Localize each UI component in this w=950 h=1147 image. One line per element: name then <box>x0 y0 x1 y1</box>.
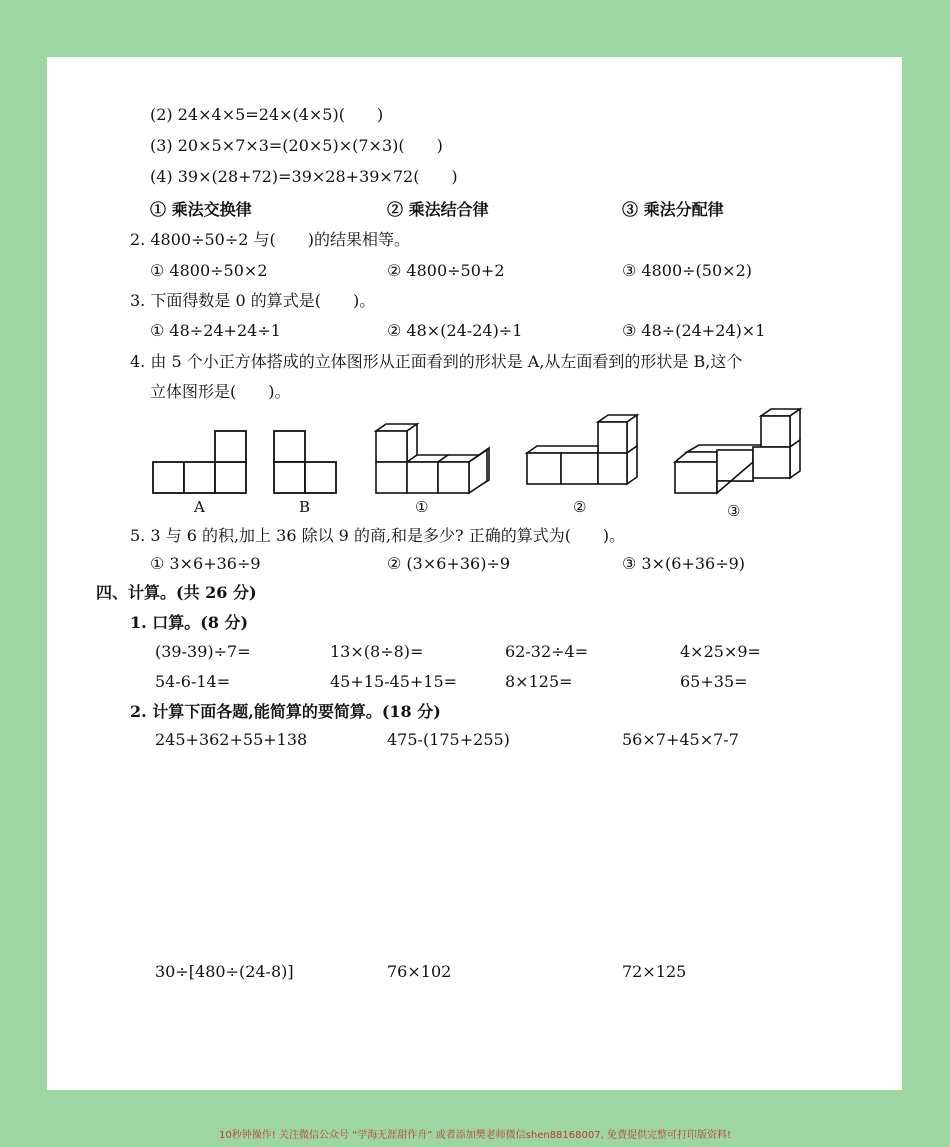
law-option-3: ③ 乘法分配律 <box>622 200 724 219</box>
question-2-stem: 2. 4800÷50÷2 与( )的结果相等。 <box>130 230 410 249</box>
figure-a-front-view <box>153 431 246 493</box>
question-2-option-1: ① 4800÷50×2 <box>150 261 268 280</box>
figure-label-2: ② <box>573 498 587 516</box>
oral-calc-item: 62-32÷4= <box>505 642 589 661</box>
written-calc-item: 30÷[480÷(24-8)] <box>155 962 294 981</box>
law-option-1: ① 乘法交换律 <box>150 200 252 219</box>
section-4-title: 四、计算。(共 26 分) <box>96 583 257 602</box>
figure-option-1-solid <box>376 424 489 493</box>
promo-footer-text: 10秒钟操作! 关注微信公众号 “学海无涯甜作舟” 或者添加樊老师微信shen88168007, 免费提供完整可打印版资料! <box>219 1130 731 1141</box>
oral-calc-item: 13×(8÷8)= <box>330 642 424 661</box>
question-5-option-1: ① 3×6+36÷9 <box>150 554 261 573</box>
written-calc-title: 2. 计算下面各题,能简算的要简算。(18 分) <box>130 702 441 721</box>
oral-calc-item: 4×25×9= <box>680 642 761 661</box>
figure-b-left-view <box>274 431 336 493</box>
figure-label-1: ① <box>415 498 429 516</box>
figure-option-2-solid <box>527 415 637 484</box>
question-2-option-2: ② 4800÷50+2 <box>387 261 505 280</box>
oral-calc-item: (39-39)÷7= <box>155 642 251 661</box>
question-5-stem: 5. 3 与 6 的积,加上 36 除以 9 的商,和是多少? 正确的算式为( )。 <box>130 526 626 545</box>
figure-label-a: A <box>194 498 205 516</box>
oral-calc-item: 65+35= <box>680 672 748 691</box>
written-calc-item: 475-(175+255) <box>387 730 510 749</box>
cube-figures <box>47 400 857 525</box>
question-2-option-3: ③ 4800÷(50×2) <box>622 261 752 280</box>
written-calc-item: 72×125 <box>622 962 687 981</box>
oral-calc-title: 1. 口算。(8 分) <box>130 613 249 632</box>
question-5-option-3: ③ 3×(6+36÷9) <box>622 554 746 573</box>
law-option-2: ② 乘法结合律 <box>387 200 489 219</box>
law-item-4: (4) 39×(28+72)=39×28+39×72( ) <box>150 167 458 186</box>
oral-calc-item: 54-6-14= <box>155 672 231 691</box>
question-3-option-3: ③ 48÷(24+24)×1 <box>622 321 766 340</box>
oral-calc-item: 45+15-45+15= <box>330 672 458 691</box>
question-3-option-2: ② 48×(24-24)÷1 <box>387 321 523 340</box>
figure-option-3-solid <box>675 409 800 493</box>
written-calc-item: 56×7+45×7-7 <box>622 730 739 749</box>
question-4-stem-line2: 立体图形是( )。 <box>150 382 291 401</box>
oral-calc-item: 8×125= <box>505 672 573 691</box>
question-3-stem: 3. 下面得数是 0 的算式是( )。 <box>130 291 376 310</box>
written-calc-item: 245+362+55+138 <box>155 730 308 749</box>
written-calc-item: 76×102 <box>387 962 452 981</box>
question-3-option-1: ① 48÷24+24÷1 <box>150 321 281 340</box>
figure-label-b: B <box>299 498 311 516</box>
question-4-stem-line1: 4. 由 5 个小正方体搭成的立体图形从正面看到的形状是 A,从左面看到的形状是 B,这个 <box>130 352 743 371</box>
law-item-2: (2) 24×4×5=24×(4×5)( ) <box>150 105 384 124</box>
figure-label-3: ③ <box>727 502 741 520</box>
law-item-3: (3) 20×5×7×3=(20×5)×(7×3)( ) <box>150 136 443 155</box>
question-5-option-2: ② (3×6+36)÷9 <box>387 554 511 573</box>
